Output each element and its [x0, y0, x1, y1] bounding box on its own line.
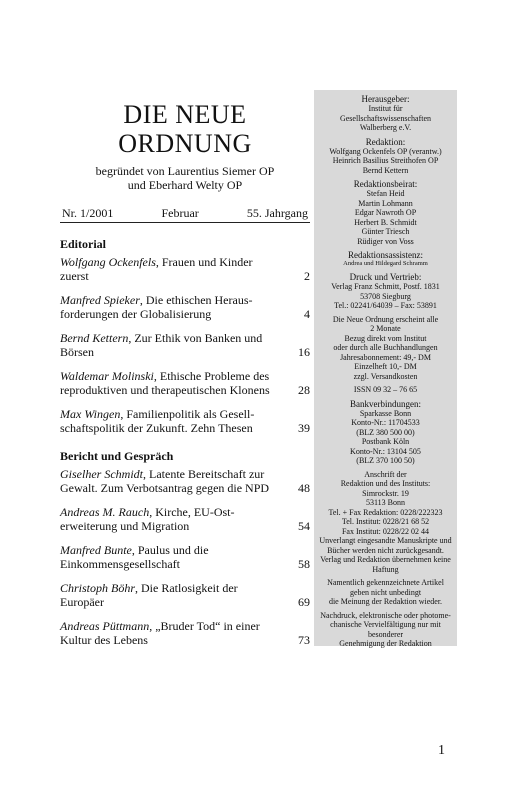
board-member: Rüdiger von Voss — [357, 236, 414, 246]
disclaimer-line: die Meinung der Redaktion wieder. — [328, 597, 443, 606]
print-line: 53708 Siegburg — [360, 291, 411, 301]
toc-entry-text — [60, 293, 290, 321]
contents-column — [60, 100, 310, 647]
assistant-heading: Redaktionsassistenz: — [348, 250, 423, 260]
toc-entry-title-cont: forderungen der Globalisierung — [60, 307, 212, 321]
toc-entry-page: 16 — [298, 345, 310, 359]
toc-entry-text — [60, 505, 290, 533]
toc-entry-text — [60, 543, 290, 571]
address-line: Fax Institut: 0228/22 02 44 — [341, 526, 430, 536]
toc-entry-title: , Die ethischen Heraus- — [139, 293, 253, 307]
bank-line: (BLZ 380 500 00) — [356, 427, 415, 437]
masthead-line-1: DIE NEUE — [123, 100, 247, 129]
address-line: Tel. Institut: 0228/21 68 52 — [341, 517, 430, 526]
toc-entry-title: , Kirche, EU-Ost- — [149, 505, 235, 519]
board-member: Edgar Nawroth OP — [354, 208, 417, 217]
toc-entry-title: , Zur Ethik von Banken und — [128, 331, 263, 345]
editorial-heading: Redaktion: — [365, 136, 406, 147]
toc-entry — [60, 331, 310, 359]
imprint-issn — [314, 381, 457, 395]
toc-entry — [60, 293, 310, 321]
toc-entry-page: 28 — [298, 383, 310, 397]
imprint-bank — [314, 395, 457, 466]
toc-entry-author: Bernd Kettern — [60, 331, 129, 345]
board-member: Günter Triesch — [361, 227, 410, 236]
imprint-address — [314, 466, 457, 575]
imprint-assistant — [314, 246, 457, 268]
reprint-line: besonderer — [367, 629, 404, 639]
toc-entry-page: 48 — [298, 481, 310, 495]
print-line: Verlag Franz Schmitt, Postf. 1831 — [331, 282, 440, 291]
toc-entry-page: 69 — [298, 595, 310, 609]
toc-entry-title-cont: Gewalt. Zum Verbotsantrag gegen die NPD — [60, 481, 270, 495]
toc-entry-text — [60, 467, 290, 495]
toc-entry — [60, 543, 310, 571]
toc-entry-title: , Latente Bereitschaft zur — [143, 467, 265, 481]
founders-line-1: begründet von Laurentius Siemer OP — [95, 164, 275, 178]
subscription-line: Einzelheft 10,- DM — [354, 362, 417, 371]
imprint-editorial — [314, 133, 457, 176]
editor-line: Bernd Kettern — [362, 165, 409, 175]
toc-entry-author: Manfred Bunte — [60, 543, 132, 557]
imprint-reprint — [314, 607, 457, 649]
publisher-line: Gesellschaftswissenschaften — [339, 113, 432, 123]
founders-line-2: und Eberhard Welty OP — [127, 178, 243, 192]
bank-heading: Bankverbindungen: — [350, 398, 421, 409]
toc-entry-text — [60, 407, 290, 435]
reprint-line: Nachdruck, elektronische oder photome- — [320, 610, 451, 620]
issue-month: Februar — [161, 206, 199, 220]
toc-entry-author: Manfred Spieker — [60, 293, 140, 307]
address-line: Unverlangt eingesandte Manuskripte und — [319, 536, 452, 545]
toc-entry-page: 4 — [304, 307, 310, 321]
toc-entry — [60, 369, 310, 397]
toc-entry-title-cont: Einkommensgesellschaft — [60, 557, 180, 571]
masthead-title — [60, 100, 310, 158]
toc-entry-author: Max Wingen — [60, 407, 121, 421]
address-line: 53113 Bonn — [365, 498, 406, 507]
bank-line: Konto-Nr.: 13104 505 — [350, 446, 421, 456]
imprint-sidebar — [314, 90, 457, 646]
subscription-line: Die Neue Ordnung erscheint alle — [332, 314, 439, 324]
imprint-board — [314, 175, 457, 246]
publisher-heading: Herausgeber: — [361, 94, 410, 104]
toc-entry-title: , „Bruder Tod“ in einer — [149, 619, 260, 633]
toc-entry-title-cont: Kultur des Lebens — [60, 633, 148, 647]
issue-line — [60, 206, 310, 223]
editor-line: Heinrich Basilius Streithofen OP — [332, 156, 439, 165]
toc-entry — [60, 467, 310, 495]
toc-entry-page: 54 — [298, 519, 310, 533]
toc-entry-author: Waldemar Molinski — [60, 369, 154, 383]
toc-entry-title: , Ethische Probleme des — [153, 369, 270, 383]
disclaimer-line: Namentlich gekennzeichnete Artikel — [327, 578, 444, 587]
toc-entry — [60, 581, 310, 609]
toc-entry — [60, 255, 310, 283]
toc-entry-text — [60, 369, 290, 397]
toc-entry-title: , Paulus und die — [131, 543, 209, 557]
editor-line: Wolfgang Ockenfels OP (verantw.) — [329, 146, 442, 156]
toc-entry-title-cont: erweiterung und Migration — [60, 519, 190, 533]
address-line: Tel. + Fax Redaktion: 0228/222323 — [328, 507, 443, 517]
toc-entry-text — [60, 331, 290, 359]
bank-line: Sparkasse Bonn — [359, 408, 412, 418]
toc-entry-title: , Die Ratlosigkeit der — [135, 581, 238, 595]
subscription-line: Bezug direkt vom Institut — [344, 333, 427, 343]
publisher-line: Walberberg e.V. — [359, 123, 412, 132]
subscription-line: Jahresabonnement: 49,- DM — [340, 352, 431, 362]
publisher-line: Institut für — [368, 104, 403, 113]
bank-line: Konto-Nr.: 11704533 — [351, 418, 420, 427]
reprint-line: Genehmigung der Redaktion — [339, 639, 432, 648]
board-member: Martin Lohmann — [358, 198, 413, 208]
bank-line: (BLZ 370 100 50) — [356, 456, 415, 465]
toc-section-heading: Bericht und Gespräch — [60, 449, 174, 463]
address-line: Bücher werden nicht zurückgesandt. — [327, 545, 444, 555]
subscription-line: 2 Monate — [370, 324, 401, 333]
issue-number: Nr. 1/2001 — [62, 206, 114, 220]
toc-section-heading: Editorial — [60, 237, 107, 251]
address-line: Redaktion und des Instituts: — [340, 479, 431, 488]
toc-entry — [60, 407, 310, 435]
toc-entry-author: Andreas M. Rauch — [60, 505, 150, 519]
board-member: Herbert B. Schmidt — [354, 217, 417, 227]
masthead-line-2: ORDNUNG — [118, 129, 252, 158]
address-line: Haftung — [372, 564, 399, 574]
toc-entry-page: 73 — [298, 633, 310, 647]
board-heading: Redaktionsbeirat: — [353, 179, 418, 189]
toc-entry-text — [60, 619, 290, 647]
issue-volume: 55. Jahrgang — [246, 206, 308, 220]
imprint-print — [314, 268, 457, 311]
reprint-line: chanische Vervielfältigung nur mit — [330, 620, 441, 629]
toc-entry-page: 2 — [304, 269, 310, 283]
print-line: Tel.: 02241/64039 – Fax: 53891 — [334, 301, 437, 310]
toc-entry-author: Christoph Böhr — [60, 581, 136, 595]
print-heading: Druck und Vertrieb: — [349, 272, 422, 282]
imprint-publisher — [314, 90, 457, 133]
toc-entry-text — [60, 255, 290, 283]
toc-entry-title-cont: Börsen — [60, 345, 94, 359]
toc-entry-title-cont: zuerst — [60, 269, 89, 283]
table-of-contents — [60, 237, 310, 647]
toc-entry — [60, 505, 310, 533]
page-number: 1 — [438, 743, 445, 758]
issn-number: ISSN 09 32 – 76 65 — [353, 385, 418, 394]
subscription-line: oder durch alle Buchhandlungen — [333, 343, 438, 352]
toc-entry — [60, 619, 310, 647]
disclaimer-line: geben nicht unbedingt — [349, 587, 422, 597]
board-member: Stefan Heid — [366, 189, 405, 198]
toc-entry-title-cont: reproduktiven und therapeutischen Klonens — [60, 383, 270, 397]
address-line: Simrockstr. 19 — [362, 488, 409, 498]
toc-entry-title-cont: Europäer — [60, 595, 104, 609]
toc-entry-title: , Frauen und Kinder — [155, 255, 253, 269]
assistant-names: Andrea und Hildegard Schramm — [343, 260, 428, 267]
toc-entry-text — [60, 581, 290, 609]
imprint-subscription — [314, 311, 457, 382]
toc-entry-page: 58 — [298, 557, 310, 571]
toc-entry-author: Wolfgang Ockenfels — [60, 255, 156, 269]
founders-note — [60, 164, 310, 192]
toc-entry-title: , Familienpolitik als Gesell- — [120, 407, 255, 421]
toc-entry-author: Giselher Schmidt — [60, 467, 143, 481]
toc-entry-author: Andreas Püttmann — [60, 619, 150, 633]
address-line: Verlag und Redaktion übernehmen keine — [320, 555, 451, 564]
toc-entry-page: 39 — [298, 421, 310, 435]
subscription-line: zzgl. Versandkosten — [353, 371, 418, 381]
bank-line: Postbank Köln — [361, 437, 410, 446]
toc-entry-title-cont: schaftspolitik der Zukunft. Zehn Thesen — [60, 421, 253, 435]
address-line: Anschrift der — [364, 469, 407, 479]
imprint-disclaimer — [314, 574, 457, 607]
